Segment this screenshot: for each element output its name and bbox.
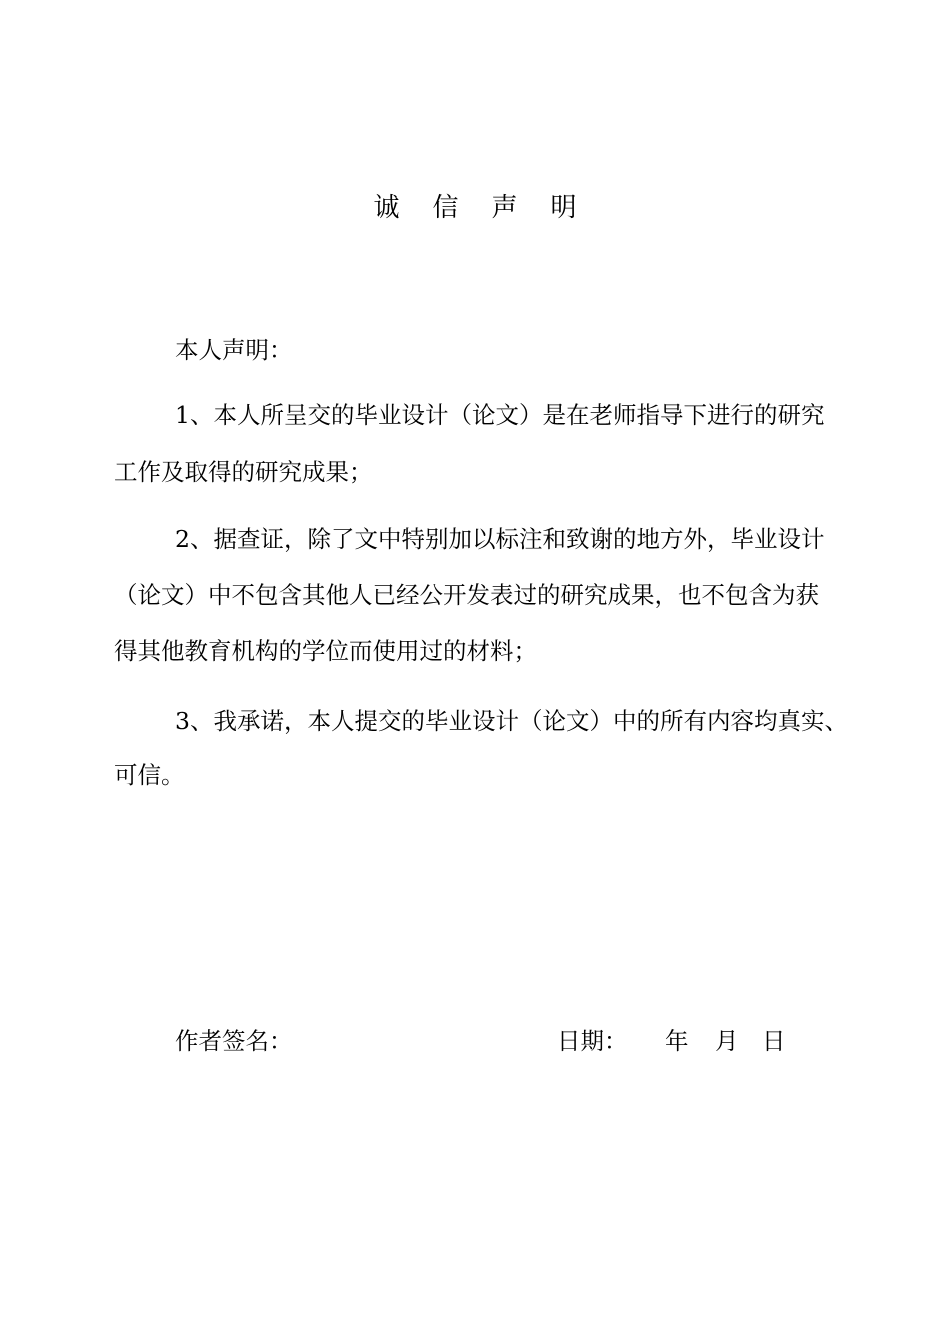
paragraph-line: 1、本人所呈交的毕业设计（论文）是在老师指导下进行的研究 bbox=[175, 401, 825, 429]
author-signature-label: 作者签名： bbox=[175, 1027, 293, 1055]
day-label: 日 bbox=[762, 1027, 786, 1055]
year-label: 年 bbox=[665, 1027, 689, 1055]
intro-text: 本人声明： bbox=[175, 336, 293, 364]
paragraph-line: 可信。 bbox=[114, 761, 185, 789]
paragraph-line: 3、我承诺，本人提交的毕业设计（论文）中的所有内容均真实、 bbox=[175, 707, 848, 735]
paragraph-line: 工作及取得的研究成果； bbox=[114, 458, 373, 486]
paragraph-line: 得其他教育机构的学位而使用过的材料； bbox=[114, 637, 537, 665]
paragraph-line: （论文）中不包含其他人已经公开发表过的研究成果，也不包含为获 bbox=[114, 581, 819, 609]
page-title: 诚信声明 bbox=[373, 193, 610, 223]
date-label: 日期： bbox=[557, 1027, 628, 1055]
paragraph-line: 2、据查证，除了文中特别加以标注和致谢的地方外，毕业设计 bbox=[175, 525, 825, 553]
month-label: 月 bbox=[715, 1027, 739, 1055]
